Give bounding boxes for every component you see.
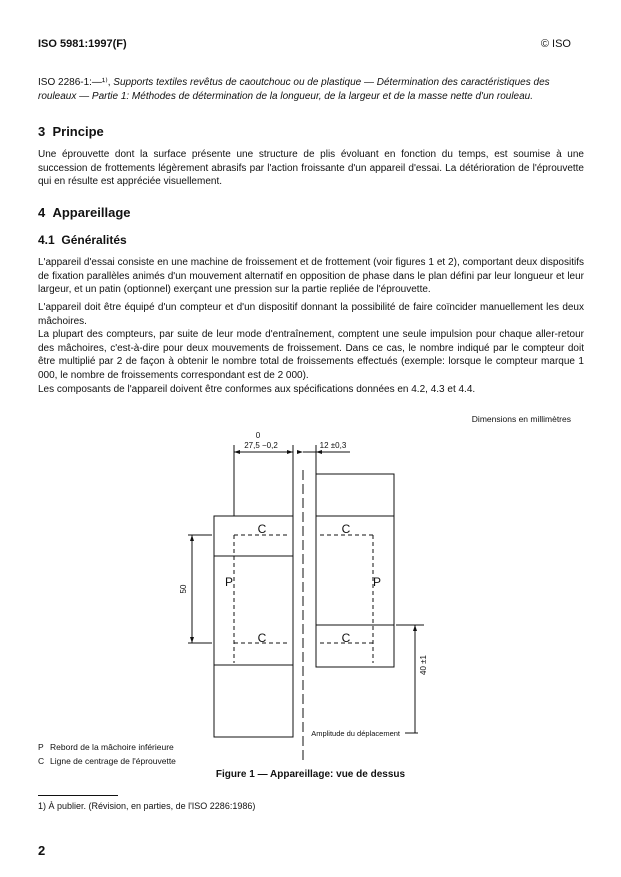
label-p: P: [372, 575, 382, 589]
legend-item: [38, 742, 174, 752]
left-jaw-outline: [214, 516, 293, 737]
paragraph: La plupart des compteurs, par suite de leur mode d'entraînement, comptent une seule impulsion pour chaque aller-retour des mâchoires, c'est-à-dire pour deux mouvements de froissement. Dans ce cas, le nombre indiqué par le compteur doit être multiplié par 2 de façon à obtenir le nombre total de froissements effectués (exemple: lorsque le compteur marque 1 000, le nombre de froissements correspondant est de 2 000).: [38, 329, 584, 381]
paragraph: Les composants de l'appareil doivent être conformes aux spécifications données en 4.2, 4.3 et 4.4.: [38, 384, 476, 395]
copyright-notice: © ISO: [540, 38, 571, 50]
label-c: C: [341, 522, 351, 536]
arrowhead: [190, 535, 194, 541]
section-number: 3: [38, 124, 46, 139]
footnote: 1) À publier. (Révision, en parties, de l'ISO 2286:1986): [38, 801, 256, 811]
arrowhead: [190, 637, 194, 643]
document-id: ISO 5981:1997(F): [38, 38, 127, 50]
reference-prefix: ISO 2286-1:—¹⁾,: [38, 77, 111, 88]
dimension-label: 12 ±0,3: [319, 441, 347, 450]
arrowhead: [316, 450, 322, 454]
legend-item: [38, 756, 176, 766]
paragraph: L'appareil doit être équipé d'un compteur et d'un dispositif donnant la possibilité de faire coïncider manuellement les deux mâchoires.: [38, 302, 584, 327]
section-title: Appareillage: [52, 205, 131, 220]
section-3-text: Une éprouvette dont la surface présente une structure de plis évoluant en fonction du temps, est soumise à une succession de frottements légèrement abrasifs par l'action froissante d'un appareil d'essai. La détérioration de l'éprouvette qui en résulte est appréciée visuellement.: [38, 149, 584, 187]
legend-key: C: [38, 756, 45, 766]
subsection-title: Généralités: [61, 233, 127, 247]
footnote-separator: [38, 795, 118, 796]
figure-caption: Figure 1 — Appareillage: vue de dessus: [215, 769, 406, 780]
label-c: C: [257, 631, 267, 645]
legend-text: Ligne de centrage de l'éprouvette: [50, 756, 176, 766]
legend-text: Rebord de la mâchoire inférieure: [50, 742, 174, 752]
subsection-number: 4.1: [38, 233, 55, 247]
section-number: 4: [38, 205, 46, 220]
label-p: P: [224, 575, 234, 589]
label-c: C: [257, 522, 267, 536]
arrowhead: [297, 450, 303, 454]
reference-title: Supports textiles revêtus de caoutchouc ou de plastique — Détermination des caractéristiques des rouleaux — Partie 1: Méthodes de détermination de la longueur, de la largeur et de la masse nette d'un rouleau.: [38, 77, 550, 102]
page-number: 2: [38, 843, 46, 858]
right-jaw-outline: [316, 474, 394, 667]
paragraph: L'appareil d'essai consiste en une machine de froissement et de frottement (voir figures 1 et 2), comportant deux dispositifs de fixation parallèles animés d'un mouvement alternatif en opposition de phase dans le plan défini par leur longueur et leur largeur, et un patin (optionnel) exerçant une pression sur la partie repliée de l'éprouvette.: [38, 257, 584, 295]
label-c: C: [341, 631, 351, 645]
dimension-label: 50: [179, 584, 188, 594]
dimension-label: 0: [255, 431, 261, 440]
legend-key: P: [38, 742, 44, 752]
dimension-label: 27,5 −0,2: [244, 441, 278, 450]
amplitude-label: Amplitude du déplacement: [311, 729, 400, 738]
arrowhead: [413, 625, 417, 631]
dimension-label: 40 ±1: [419, 655, 428, 675]
section-title: Principe: [52, 124, 104, 139]
dimensions-note: Dimensions en millimètres: [471, 414, 571, 424]
arrowhead: [234, 450, 240, 454]
arrowhead: [287, 450, 293, 454]
